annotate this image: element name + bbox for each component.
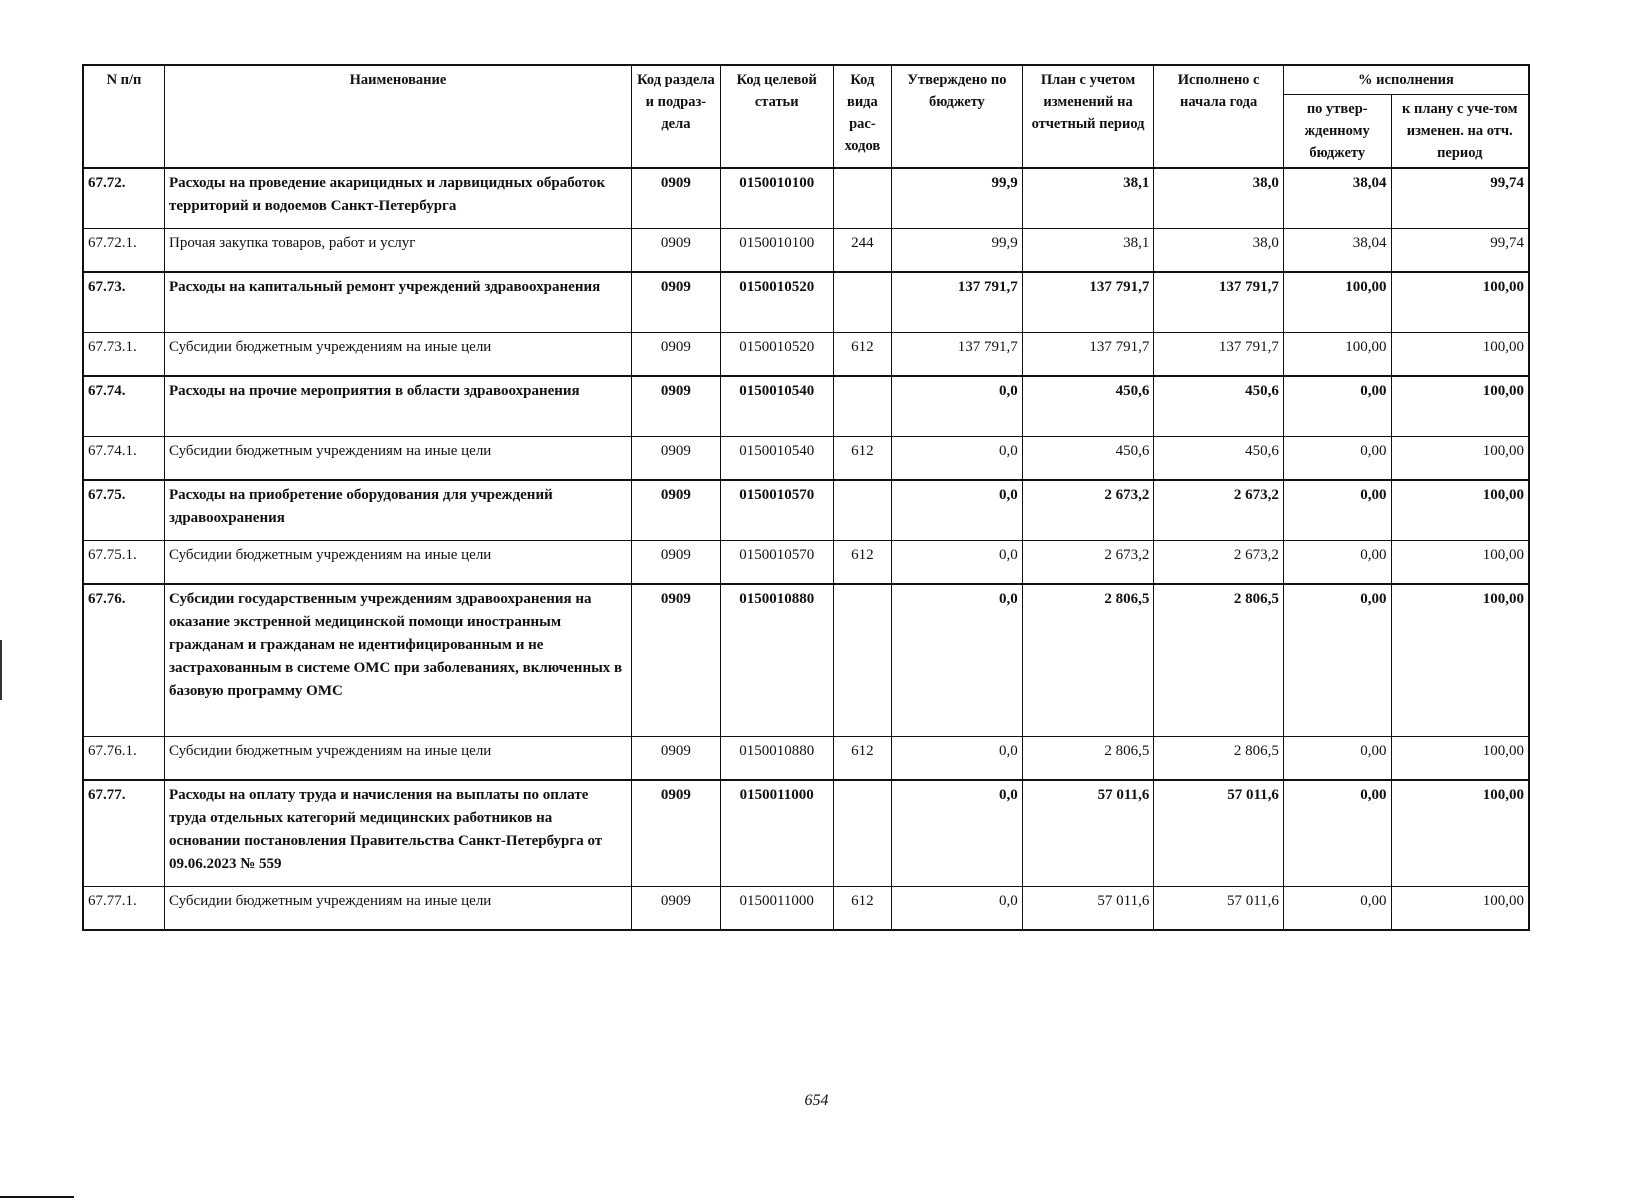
row-pct-approved: 0,00 — [1283, 780, 1391, 886]
header-pct-utv: по утвер-жденному бюджету — [1283, 95, 1391, 169]
row-plan: 2 673,2 — [1022, 540, 1154, 584]
row-approved: 0,0 — [892, 584, 1023, 736]
row-executed: 38,0 — [1154, 228, 1284, 272]
scan-edge-mark — [0, 640, 2, 700]
row-target-code: 0150010520 — [720, 332, 833, 376]
row-approved: 137 791,7 — [892, 332, 1023, 376]
page-number: 654 — [804, 1092, 829, 1109]
row-plan: 2 806,5 — [1022, 736, 1154, 780]
row-pct-plan: 99,74 — [1391, 168, 1529, 228]
row-plan: 38,1 — [1022, 168, 1154, 228]
row-name: Расходы на оплату труда и начисления на выплаты по оплате труда отдельных категорий медицинских работников на основании постановления Правительства Санкт-Петербурга от 09.06.2023 № 559 — [164, 780, 631, 886]
row-pct-approved: 0,00 — [1283, 886, 1391, 930]
table-row — [83, 168, 1529, 228]
row-expense-type-code — [833, 272, 892, 332]
row-target-code: 0150010100 — [720, 228, 833, 272]
row-executed: 450,6 — [1154, 376, 1284, 436]
row-approved: 0,0 — [892, 886, 1023, 930]
row-pct-approved: 0,00 — [1283, 480, 1391, 540]
row-expense-type-code: 612 — [833, 886, 892, 930]
row-expense-type-code — [833, 780, 892, 886]
row-pct-approved: 0,00 — [1283, 436, 1391, 480]
row-expense-type-code: 612 — [833, 332, 892, 376]
row-expense-type-code: 612 — [833, 540, 892, 584]
table-row — [83, 436, 1529, 480]
row-pct-plan: 100,00 — [1391, 376, 1529, 436]
header-razdel: Код раздела и подраз-дела — [632, 65, 721, 168]
row-executed: 450,6 — [1154, 436, 1284, 480]
row-target-code: 0150010520 — [720, 272, 833, 332]
header-name: Наименование — [164, 65, 631, 168]
row-pct-plan: 100,00 — [1391, 436, 1529, 480]
row-name: Прочая закупка товаров, работ и услуг — [164, 228, 631, 272]
header-plan: План с учетом изменений на отчетный период — [1022, 65, 1154, 168]
row-number: 67.73. — [83, 272, 164, 332]
row-razdel-code: 0909 — [632, 780, 721, 886]
row-target-code: 0150011000 — [720, 886, 833, 930]
row-executed: 137 791,7 — [1154, 332, 1284, 376]
header-pct-group: % исполнения — [1283, 65, 1529, 95]
row-target-code: 0150010570 — [720, 540, 833, 584]
row-number: 67.74.1. — [83, 436, 164, 480]
row-plan: 38,1 — [1022, 228, 1154, 272]
row-approved: 99,9 — [892, 168, 1023, 228]
row-number: 67.76.1. — [83, 736, 164, 780]
row-plan: 57 011,6 — [1022, 780, 1154, 886]
row-approved: 0,0 — [892, 736, 1023, 780]
row-expense-type-code — [833, 168, 892, 228]
row-approved: 99,9 — [892, 228, 1023, 272]
table-row — [83, 332, 1529, 376]
table-row — [83, 480, 1529, 540]
row-razdel-code: 0909 — [632, 886, 721, 930]
row-executed: 38,0 — [1154, 168, 1284, 228]
row-pct-plan: 100,00 — [1391, 332, 1529, 376]
row-pct-plan: 99,74 — [1391, 228, 1529, 272]
table-row — [83, 584, 1529, 736]
row-executed: 2 806,5 — [1154, 736, 1284, 780]
row-razdel-code: 0909 — [632, 168, 721, 228]
row-pct-approved: 38,04 — [1283, 228, 1391, 272]
row-plan: 137 791,7 — [1022, 332, 1154, 376]
table-row — [83, 886, 1529, 930]
row-number: 67.77. — [83, 780, 164, 886]
row-plan: 137 791,7 — [1022, 272, 1154, 332]
row-pct-plan: 100,00 — [1391, 480, 1529, 540]
row-plan: 57 011,6 — [1022, 886, 1154, 930]
row-expense-type-code: 612 — [833, 436, 892, 480]
row-approved: 0,0 — [892, 376, 1023, 436]
row-number: 67.75.1. — [83, 540, 164, 584]
row-name: Субсидии бюджетным учреждениям на иные цели — [164, 540, 631, 584]
row-razdel-code: 0909 — [632, 376, 721, 436]
row-razdel-code: 0909 — [632, 736, 721, 780]
row-razdel-code: 0909 — [632, 272, 721, 332]
row-pct-plan: 100,00 — [1391, 584, 1529, 736]
table-row — [83, 540, 1529, 584]
row-executed: 2 673,2 — [1154, 480, 1284, 540]
row-executed: 57 011,6 — [1154, 886, 1284, 930]
row-target-code: 0150010570 — [720, 480, 833, 540]
row-number: 67.74. — [83, 376, 164, 436]
row-razdel-code: 0909 — [632, 436, 721, 480]
row-target-code: 0150010880 — [720, 584, 833, 736]
row-pct-approved: 0,00 — [1283, 376, 1391, 436]
row-target-code: 0150010540 — [720, 436, 833, 480]
row-pct-approved: 100,00 — [1283, 272, 1391, 332]
row-number: 67.72. — [83, 168, 164, 228]
row-plan: 450,6 — [1022, 376, 1154, 436]
row-razdel-code: 0909 — [632, 228, 721, 272]
row-number: 67.76. — [83, 584, 164, 736]
row-pct-approved: 0,00 — [1283, 540, 1391, 584]
row-number: 67.75. — [83, 480, 164, 540]
table-row — [83, 736, 1529, 780]
row-expense-type-code — [833, 480, 892, 540]
row-expense-type-code — [833, 584, 892, 736]
table-row — [83, 376, 1529, 436]
row-razdel-code: 0909 — [632, 540, 721, 584]
header-pct-plan: к плану с уче-том изменен. на отч. период — [1391, 95, 1529, 169]
table-body — [83, 168, 1529, 930]
row-pct-approved: 0,00 — [1283, 584, 1391, 736]
header-isp: Исполнено с начала года — [1154, 65, 1284, 168]
row-approved: 0,0 — [892, 540, 1023, 584]
row-name: Субсидии бюджетным учреждениям на иные цели — [164, 886, 631, 930]
row-name: Субсидии бюджетным учреждениям на иные цели — [164, 436, 631, 480]
row-approved: 0,0 — [892, 436, 1023, 480]
row-approved: 137 791,7 — [892, 272, 1023, 332]
row-target-code: 0150010100 — [720, 168, 833, 228]
row-name: Расходы на приобретение оборудования для учреждений здравоохранения — [164, 480, 631, 540]
footer-rule — [0, 1196, 74, 1198]
table-row — [83, 780, 1529, 886]
row-executed: 2 806,5 — [1154, 584, 1284, 736]
row-name: Расходы на капитальный ремонт учреждений здравоохранения — [164, 272, 631, 332]
header-utv: Утверждено по бюджету — [892, 65, 1023, 168]
row-name: Расходы на проведение акарицидных и ларвицидных обработок территорий и водоемов Санкт-Петербурга — [164, 168, 631, 228]
row-plan: 2 673,2 — [1022, 480, 1154, 540]
row-name: Субсидии бюджетным учреждениям на иные цели — [164, 332, 631, 376]
row-name: Расходы на прочие мероприятия в области здравоохранения — [164, 376, 631, 436]
row-target-code: 0150010880 — [720, 736, 833, 780]
table-header — [83, 65, 1529, 168]
row-target-code: 0150010540 — [720, 376, 833, 436]
row-pct-approved: 0,00 — [1283, 736, 1391, 780]
header-celevaya: Код целевой статьи — [720, 65, 833, 168]
row-razdel-code: 0909 — [632, 480, 721, 540]
row-executed: 57 011,6 — [1154, 780, 1284, 886]
budget-execution-table — [82, 64, 1530, 931]
row-name: Субсидии государственным учреждениям здравоохранения на оказание экстренной медицинской помощи иностранным гражданам и гражданам не идентифицированным и не застрахованным в системе ОМС при заболеваниях, включенных в базовую программу ОМС — [164, 584, 631, 736]
row-pct-approved: 100,00 — [1283, 332, 1391, 376]
row-plan: 450,6 — [1022, 436, 1154, 480]
row-number: 67.77.1. — [83, 886, 164, 930]
row-pct-plan: 100,00 — [1391, 272, 1529, 332]
row-plan: 2 806,5 — [1022, 584, 1154, 736]
row-executed: 2 673,2 — [1154, 540, 1284, 584]
row-pct-plan: 100,00 — [1391, 780, 1529, 886]
header-vid: Код вида рас-ходов — [833, 65, 892, 168]
row-executed: 137 791,7 — [1154, 272, 1284, 332]
row-number: 67.72.1. — [83, 228, 164, 272]
row-razdel-code: 0909 — [632, 584, 721, 736]
row-pct-plan: 100,00 — [1391, 540, 1529, 584]
row-approved: 0,0 — [892, 480, 1023, 540]
row-pct-plan: 100,00 — [1391, 736, 1529, 780]
row-razdel-code: 0909 — [632, 332, 721, 376]
row-pct-plan: 100,00 — [1391, 886, 1529, 930]
header-num: N п/п — [83, 65, 164, 168]
row-number: 67.73.1. — [83, 332, 164, 376]
table-row — [83, 272, 1529, 332]
row-approved: 0,0 — [892, 780, 1023, 886]
row-pct-approved: 38,04 — [1283, 168, 1391, 228]
table-row — [83, 228, 1529, 272]
row-expense-type-code: 612 — [833, 736, 892, 780]
row-name: Субсидии бюджетным учреждениям на иные цели — [164, 736, 631, 780]
row-expense-type-code: 244 — [833, 228, 892, 272]
row-target-code: 0150011000 — [720, 780, 833, 886]
row-expense-type-code — [833, 376, 892, 436]
